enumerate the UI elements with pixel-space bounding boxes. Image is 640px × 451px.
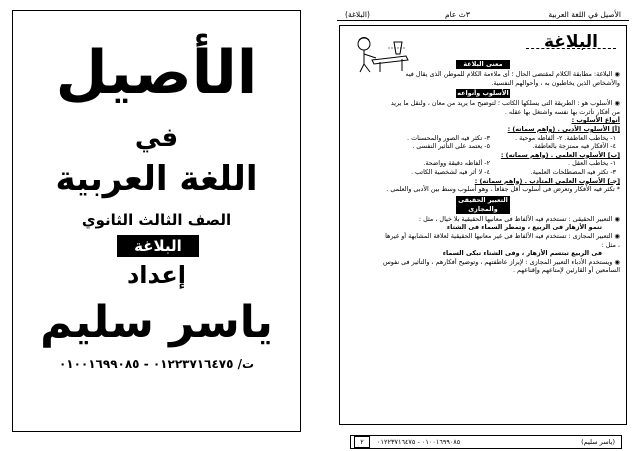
cover-fi: في	[134, 123, 179, 153]
row-item: ٣- تكثر فيه المصطلحات العلمية.	[530, 167, 616, 176]
text-line: ◉ الأسلوب هو : الطريقة التى يسلكها الكاتب ؛ لتوضيح ما يريد من معان ، ولنقل ما يريد	[390, 99, 620, 108]
cover-page	[12, 10, 301, 432]
header-book-title: الأصيل في اللغة العربية	[548, 10, 621, 19]
text-line: ◉ التعبير المجازى : تستخدم فيه الألفاظ فى غير معانيها الحقيقية لعلاقة المشابهة أو غيرها	[385, 231, 620, 240]
page-number: ٢	[354, 436, 370, 448]
text-line: والأشخاص الذين يخاطبون به ، وأحوالهم النفسية.	[491, 78, 620, 87]
text-line: * تكثر فيه الأفكار وتعرض فى أسلوب أقل جفافاً ، وهو أسلوب وسط بين الأدبى والعلمى .	[386, 185, 620, 194]
cover-branch: البلاغة	[117, 235, 199, 257]
subheading: [أ] الأسلوب الأدبى . (واهم سماته) :	[507, 124, 620, 133]
text-line: السامعين أو القارئين لإمتاعهم وإقناعهم .	[512, 266, 620, 275]
text-line: من أفكار تأثرت بها نفسه واشتغل بها عقله .	[504, 107, 620, 116]
page-frame	[339, 25, 627, 446]
text-line: ◉ البلاغة: مطابقة الكلام لمقتضى الحال ؛ أى ملاءمة الكلام للموطن الذى يقال فيه	[405, 70, 620, 78]
two-column-row	[346, 134, 620, 143]
section-heading: التعبير الحقيقى والمجازى	[456, 196, 510, 214]
subheading: [ب] الأسلوب العلمى . (واهم سماته) :	[500, 150, 620, 159]
row-item: ٣- تكثر فيه الصور والمحسنات .	[407, 133, 490, 142]
cover-phone: ت/ ٠١٢٢٣٧١٦٤٧٥ - ٠١٠٠١٦٩٩٠٨٥	[58, 357, 255, 371]
subheading: أنواع الأسلوب :	[571, 116, 620, 125]
example-line: تنمو الأزهار فى الربيع ، وتمطر السماء فى الشتاء	[446, 223, 602, 232]
content-page	[337, 5, 629, 445]
text-line: ◉ ويستخدم الأدباء التعبير المجازى : لإبراز عاطفتهم ، وتوضيح أفكارهم ، والتأثير فى نفوس	[382, 257, 620, 266]
cover-grade: الصف الثالث الثانوي	[81, 211, 232, 229]
header-grade: ٣ث عام	[445, 10, 470, 19]
cover-author: ياسر سليم	[40, 297, 273, 348]
row-item: ٢- ألفاظه دقيقة وواضحة.	[423, 159, 490, 168]
header-divider	[337, 20, 629, 21]
row-item: ٤- الأفكار فيه ممتزجة بالعاطفة.	[532, 142, 616, 151]
example-line: فى الربيع تبتسم الأزهار ، وفى الشتاء تبكى السماء	[442, 249, 602, 258]
two-column-row	[346, 168, 620, 177]
section-heading: معنى البلاغة	[456, 60, 510, 69]
row-item: ٥- يعتمد على التأثير النفسى .	[412, 142, 490, 151]
footer-phone: ٠١٠٠١٦٩٩٠٨٥ - ٠١٢٢٣٧١٦٤٧٥	[377, 438, 461, 446]
header-branch: (البلاغة)	[345, 10, 370, 19]
row-item: ٤- لا أثر فيه لشخصية الكاتب .	[410, 167, 490, 176]
cover-prepared-by: إعداد	[126, 261, 187, 289]
lesson-content	[346, 58, 620, 275]
section-heading: الأسلوب وأنواعه	[457, 89, 509, 98]
cover-subject: اللغة العربية	[55, 159, 258, 199]
text-line: ، مثل :	[601, 240, 620, 249]
cover-title: الأصيل	[55, 38, 258, 108]
subheading: [جـ] الأسلوب العلمى المتأدب . (واهم سماته) :	[474, 176, 620, 185]
footer-author: (ياسر سليم)	[581, 438, 615, 446]
page-title: البلاغة	[544, 32, 598, 52]
title-underline	[526, 48, 616, 53]
text-line: ◉ التعبير الحقيقى : تستخدم فيه الألفاظ فى معانيها الحقيقية بلا خيال ، مثل :	[418, 214, 620, 223]
row-item: ١- يخاطب العقل .	[568, 159, 616, 168]
row-item: ١- يخاطب العاطفة. ٢- ألفاظه موحية .	[515, 133, 616, 142]
two-column-row	[346, 142, 620, 151]
page-footer	[350, 435, 622, 449]
two-column-row	[346, 159, 620, 168]
